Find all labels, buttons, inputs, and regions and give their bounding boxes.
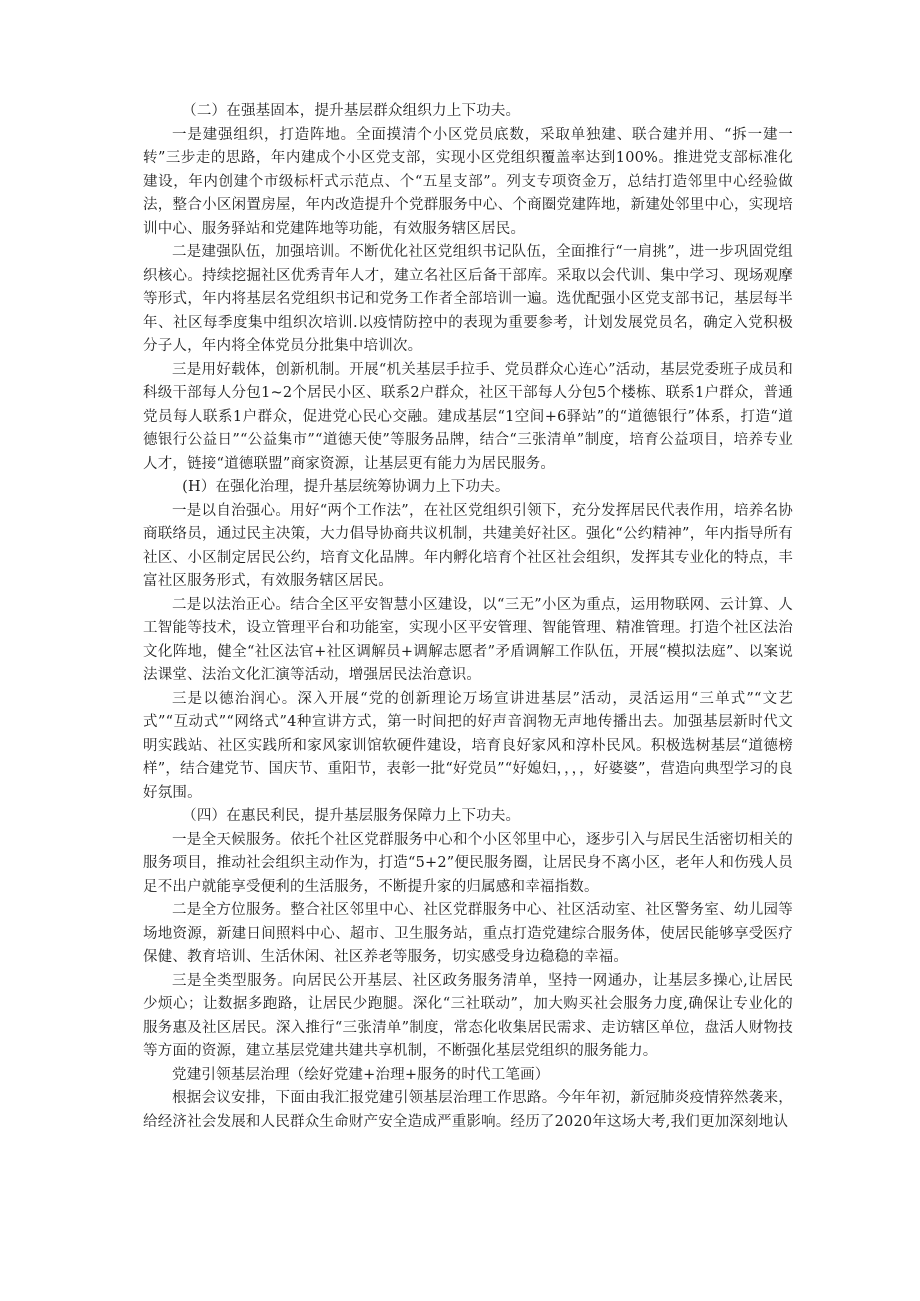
- paragraph-all-round-service: 二是全方位服务。整合社区邻里中心、社区党群服务中心、社区活动室、社区警务室、幼儿园等场地资源，新建日间照料中心、超市、卫生服务站，重点打造党建综合服务体，使居民能够享受医疗保健、教育培训、生活休闲、社区养老等服务，切实感受身边稳稳的幸福。: [143, 902, 793, 965]
- section-heading-2: （二）在强基固本，提升基层群众组织力上下功夫。: [182, 103, 521, 119]
- paragraph-carrier-mechanism: 三是用好载体，创新机制。开展“机关基层手拉手、党员群众心连心”活动，基层党委班子成员和科级干部每人分包1~2个居民小区、联系2户群众，社区干部每人分包5个楼栋、联系1户群众，普通党员每人联系1户群众，促进党心民心交融。建成基层“1空间+6驿站”的“道德银行”体系，打造“道德银行公益日”“公益集市”“道德天使”等服务品牌，结合“三张清单”制度，培育公益项目，培养专业人才，链接“道德联盟”商家资源，让基层更有能力为居民服务。: [143, 361, 793, 472]
- section-heading-4: （四）在惠民利民，提升基层服务保障力上下功夫。: [182, 808, 521, 824]
- paragraph-build-organization: 一是建强组织，打造阵地。全面摸清个小区党员底数，采取单独建、联合建并用、“拆一建一转”三步走的思路，年内建成个小区党支部，实现小区党组织覆盖率达到100%。推进党支部标准化建设，年内创建个市级标杆式示范点、个“五星支部”。列支专项资金万，总结打造邻里中心经验做法，整合小区闲置房屋，年内改造提升个党群服务中心、个商圈党建阵地，新建处邻里中心，实现培训中心、服务驿站和党建阵地等功能，有效服务辖区居民。: [143, 126, 793, 237]
- document-page: [143, 100, 793, 1134]
- paragraph-all-weather-service: 一是全天候服务。依托个社区党群服务中心和个小区邻里中心，逐步引入与居民生活密切相关的服务项目，推动社会组织主动作为，打造“5+2”便民服务圈，让居民身不离小区，老年人和伤残人员足不出户就能享受便利的生活服务，不断提升家的归属感和幸福指数。: [143, 831, 793, 895]
- section-heading-3: (H）在强化治理，提升基层统筹协调力上下功夫。: [182, 479, 510, 495]
- paragraph-self-governance: 一是以自治强心。用好“两个工作法”，在社区党组织引领下，充分发挥居民代表作用，培养名协商联络员，通过民主决策，大力倡导协商共议机制，共建美好社区。强化“公约精神”，年内指导所有社区、小区制定居民公约，培育文化品牌。年内孵化培育个社区社会组织，发挥其专业化的特点，丰富社区服务形式，有效服务辖区居民。: [143, 502, 793, 589]
- article-title: 党建引领基层治理（绘好党建+治理+服务的时代工笔画）: [172, 1066, 550, 1083]
- paragraph-rule-of-virtue: 三是以德治润心。深入开展“党的创新理论万场宣讲进基层”活动，灵活运用“三单式”“文艺式”“互动式”“网络式”4种宣讲方式，第一时间把的好声音润物无声地传播出去。加强基层新时代文明实践站、社区实践所和家风家训馆软硬件建设，培育良好家风和淳朴民风。积极选树基层“道德榜样”，结合建党节、国庆节、重阳节，表彰一批“好党员”“好媳妇，，，，好婆婆”，营造向典型学习的良好氛围。: [143, 690, 793, 801]
- paragraph-all-type-service: 三是全类型服务。向居民公开基层、社区政务服务清单，坚持一网通办，让基层多操心,让居民少烦心；让数据多跑路，让居民少跑腿。深化“三社联动”，加大购买社会服务力度,确保让专业化的服务惠及社区居民。深入推行“三张清单”制度，常态化收集居民需求、走访辖区单位，盘活人财物技等方面的资源，建立基层党建共建共享机制，不断强化基层党组织的服务能力。: [143, 972, 793, 1059]
- paragraph-build-team: 二是建强队伍，加强培训。不断优化社区党组织书记队伍，全面推行“一肩挑”，进一步巩固党组织核心。持续挖掘社区优秀青年人才，建立名社区后备干部库。采取以会代训、集中学习、现场观摩等形式，年内将基层名党组织书记和党务工作者全部培训一遍。选优配强小区党支部书记，基层每半年、社区每季度集中组织次培训.以疫情防控中的表现为重要参考，计划发展党员名，确定入党积极分子人，年内将全体党员分批集中培训次。: [143, 244, 793, 354]
- paragraph-report-intro: 根据会议安排，下面由我汇报党建引领基层治理工作思路。今年年初，新冠肺炎疫情猝然袭来，给经济社会发展和人民群众生命财产安全造成严重影响。经历了2020年这场大考,我们更加深刻地认: [143, 1090, 793, 1130]
- paragraph-rule-of-law: 二是以法治正心。结合全区平安智慧小区建设，以“三无”小区为重点，运用物联网、云计算、人工智能等技术，设立管理平台和功能室，实现小区平安管理、智能管理、精准管理。打造个社区法治文化阵地，健全“社区法官+社区调解员+调解志愿者”矛盾调解工作队伍，开展“模拟法庭”、以案说法课堂、法治文化汇演等活动，增强居民法治意识。: [143, 596, 793, 683]
